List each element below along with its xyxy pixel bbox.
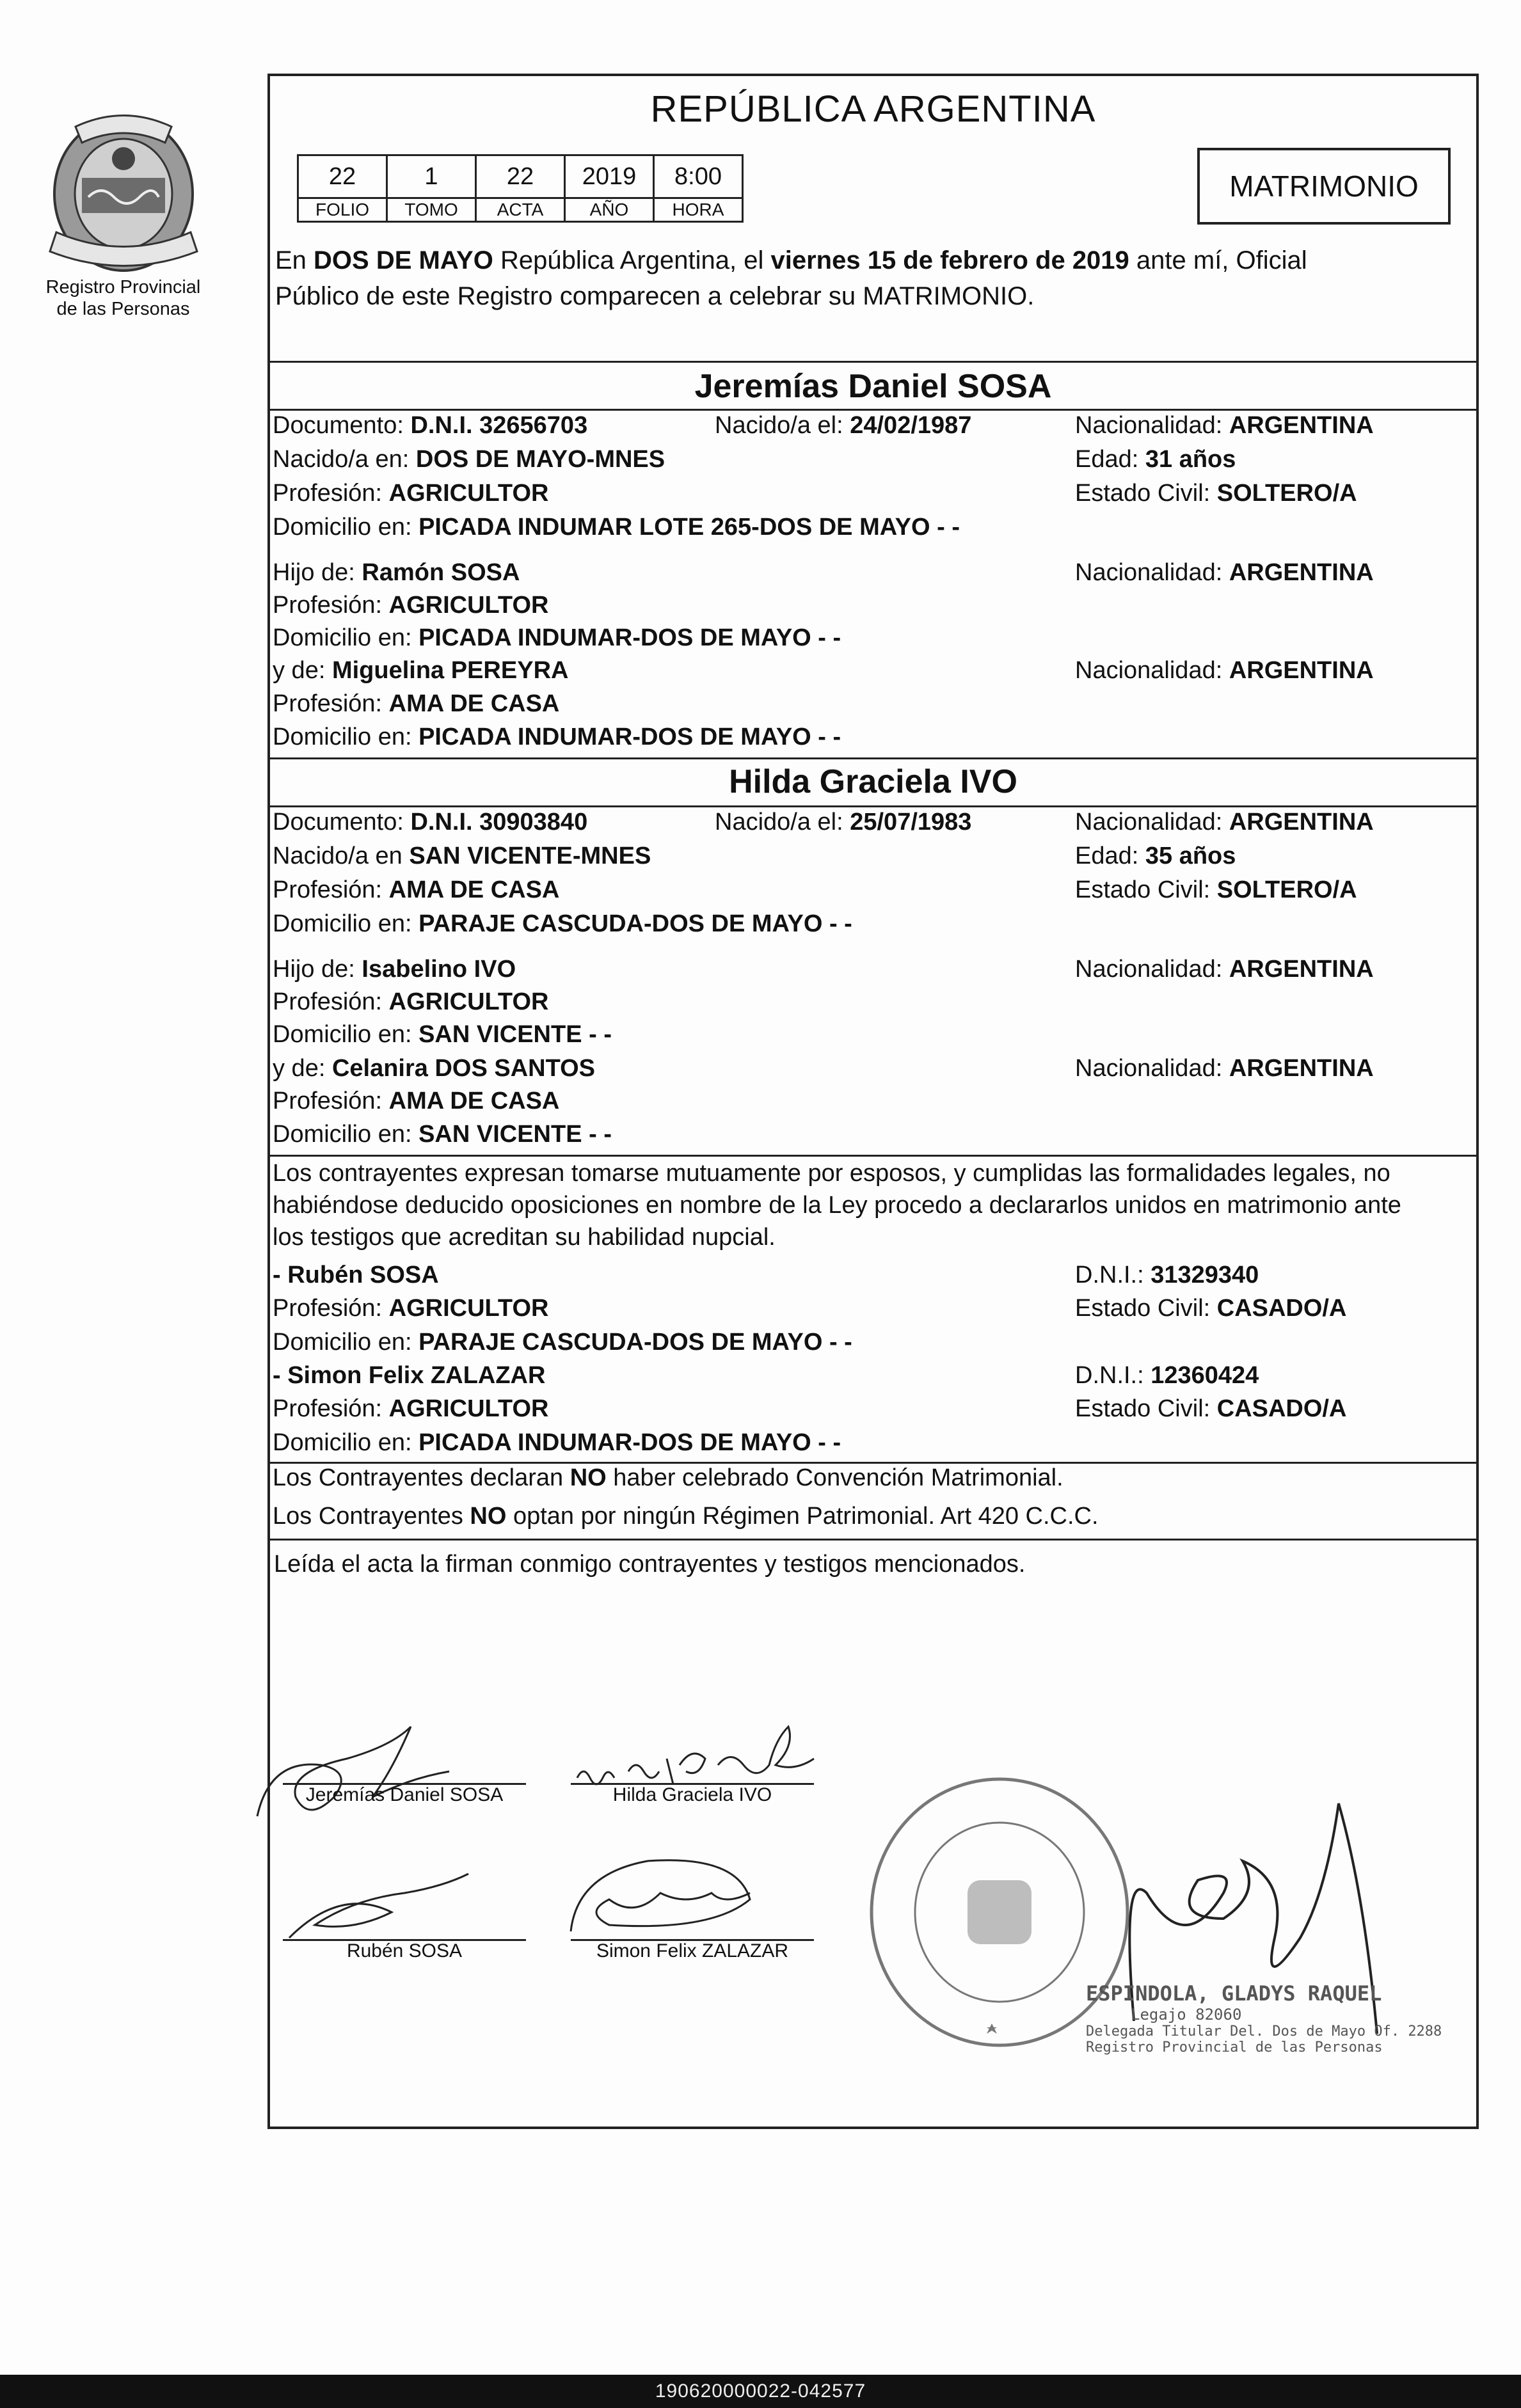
bride-mother-profession: Profesión: AMA DE CASA — [273, 1088, 560, 1114]
groom-birthdate: Nacido/a el: 24/02/1987 — [715, 412, 972, 439]
divider — [270, 409, 1476, 411]
bride-birthplace: Nacido/a en SAN VICENTE-MNES — [273, 843, 651, 869]
page-title: REPÚBLICA ARGENTINA — [650, 88, 1096, 130]
tomo-value: 1 — [387, 155, 476, 198]
bride-father: Hijo de: Isabelino IVO — [273, 956, 516, 983]
bride-address: Domicilio en: PARAJE CASCUDA-DOS DE MAYO - - — [273, 910, 852, 937]
bride-birthdate: Nacido/a el: 25/07/1983 — [715, 809, 972, 836]
bride-mother: y de: Celanira DOS SANTOS — [273, 1055, 596, 1082]
witness2-name: - Simon Felix ZALAZAR — [273, 1362, 546, 1389]
closing-statement: Leída el acta la firman conmigo contrayentes y testigos mencionados. — [274, 1551, 1026, 1578]
divider — [270, 805, 1476, 807]
groom-signature-label: Jeremías Daniel SOSA — [305, 1784, 504, 1805]
anio-value: 2019 — [565, 155, 654, 198]
bride-mother-address: Domicilio en: SAN VICENTE - - — [273, 1121, 612, 1148]
bride-signature-label: Hilda Graciela IVO — [612, 1784, 772, 1805]
official-text-stamp: ESPINDOLA, GLADYS RAQUEL Legajo 82060 Delegada Titular Del. Dos de Mayo Of. 2288 Registro Provincial de las Personas — [1086, 1981, 1442, 2056]
divider — [270, 1462, 1476, 1464]
convention-line-1: Los Contrayentes declaran NO haber celebrado Convención Matrimonial. — [273, 1464, 1063, 1491]
bride-name: Hilda Graciela IVO — [729, 763, 1017, 800]
witness2-signature-label: Simon Felix ZALAZAR — [596, 1940, 789, 1961]
groom-profession: Profesión: AGRICULTOR — [273, 480, 549, 507]
record-table — [297, 154, 744, 223]
witness1-profession: Profesión: AGRICULTOR — [273, 1295, 549, 1322]
witness1-civil-status: Estado Civil: CASADO/A — [1075, 1295, 1347, 1322]
groom-birthplace: Nacido/a en: DOS DE MAYO-MNES — [273, 446, 665, 473]
folio-label: FOLIO — [298, 198, 387, 222]
convention-line-2: Los Contrayentes NO optan por ningún Régimen Patrimonial. Art 420 C.C.C. — [273, 1503, 1099, 1530]
witness1-address: Domicilio en: PARAJE CASCUDA-DOS DE MAYO - - — [273, 1329, 852, 1356]
bride-document: Documento: D.N.I. 30903840 — [273, 809, 588, 836]
declaration-paragraph: Los contrayentes expresan tomarse mutuamente por esposos, y cumplidas las formalidades legales, no habiéndose deducido oposiciones en nombre de la Ley procedo a declararlos unidos en matrimonio ante los testigos que acreditan su habilidad nupcial. — [273, 1160, 1401, 1251]
registry-seal-logo — [37, 107, 210, 280]
groom-name: Jeremías Daniel SOSA — [694, 368, 1052, 405]
bride-father-nationality: Nacionalidad: ARGENTINA — [1075, 956, 1374, 983]
bride-profession: Profesión: AMA DE CASA — [273, 876, 560, 903]
witness2-dni: D.N.I.: 12360424 — [1075, 1362, 1259, 1389]
groom-mother-address: Domicilio en: PICADA INDUMAR-DOS DE MAYO - - — [273, 724, 841, 750]
groom-father-nationality: Nacionalidad: ARGENTINA — [1075, 559, 1374, 586]
groom-age: Edad: 31 años — [1075, 446, 1236, 473]
hora-value: 8:00 — [654, 155, 743, 198]
divider — [270, 1539, 1476, 1541]
record-type-box: MATRIMONIO — [1197, 148, 1451, 225]
groom-nationality: Nacionalidad: ARGENTINA — [1075, 412, 1374, 439]
acta-value: 22 — [476, 155, 565, 198]
groom-mother-nationality: Nacionalidad: ARGENTINA — [1075, 657, 1374, 684]
groom-father-profession: Profesión: AGRICULTOR — [273, 592, 549, 619]
witness1-signature-label: Rubén SOSA — [346, 1940, 463, 1961]
footer-code: 190620000022-042577 — [0, 2375, 1521, 2408]
groom-mother-profession: Profesión: AMA DE CASA — [273, 690, 560, 717]
bride-mother-nationality: Nacionalidad: ARGENTINA — [1075, 1055, 1374, 1082]
witness1-name: - Rubén SOSA — [273, 1262, 439, 1288]
anio-label: AÑO — [565, 198, 654, 222]
witness2-civil-status: Estado Civil: CASADO/A — [1075, 1395, 1347, 1422]
groom-address: Domicilio en: PICADA INDUMAR LOTE 265-DOS DE MAYO - - — [273, 514, 960, 541]
groom-signature — [244, 1707, 520, 1842]
divider — [270, 1155, 1476, 1157]
witness1-dni: D.N.I.: 31329340 — [1075, 1262, 1259, 1288]
groom-civil-status: Estado Civil: SOLTERO/A — [1075, 480, 1357, 507]
bride-civil-status: Estado Civil: SOLTERO/A — [1075, 876, 1357, 903]
divider — [270, 361, 1476, 363]
witness2-profession: Profesión: AGRICULTOR — [273, 1395, 549, 1422]
groom-father-address: Domicilio en: PICADA INDUMAR-DOS DE MAYO - - — [273, 624, 841, 651]
hora-label: HORA — [654, 198, 743, 222]
bride-father-profession: Profesión: AGRICULTOR — [273, 988, 549, 1015]
certificate-frame — [267, 74, 1479, 2129]
bride-nationality: Nacionalidad: ARGENTINA — [1075, 809, 1374, 836]
witness2-address: Domicilio en: PICADA INDUMAR-DOS DE MAYO - - — [273, 1429, 841, 1456]
folio-value: 22 — [298, 155, 387, 198]
acta-label: ACTA — [476, 198, 565, 222]
intro-paragraph: En DOS DE MAYO República Argentina, el viernes 15 de febrero de 2019 ante mí, Oficial Público de este Registro comparecen a celebrar su MATRIMONIO. — [275, 246, 1307, 310]
bride-age: Edad: 35 años — [1075, 843, 1236, 869]
tomo-label: TOMO — [387, 198, 476, 222]
groom-mother: y de: Miguelina PEREYRA — [273, 657, 569, 684]
registry-caption: Registro Provincial de las Personas — [45, 277, 201, 319]
groom-father: Hijo de: Ramón SOSA — [273, 559, 520, 586]
groom-document: Documento: D.N.I. 32656703 — [273, 412, 588, 439]
bride-father-address: Domicilio en: SAN VICENTE - - — [273, 1021, 612, 1048]
divider — [270, 757, 1476, 759]
